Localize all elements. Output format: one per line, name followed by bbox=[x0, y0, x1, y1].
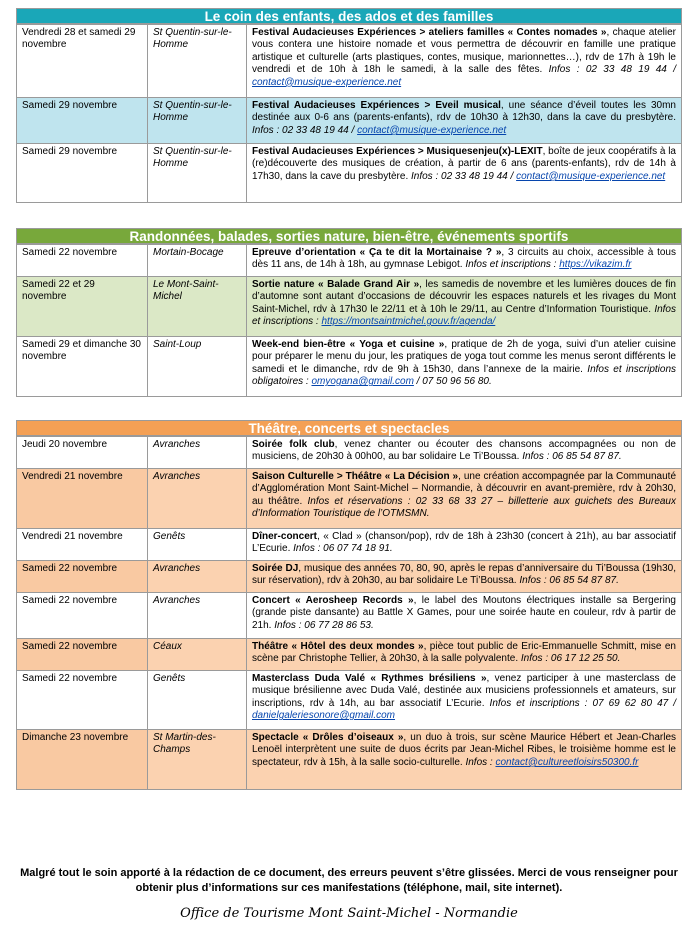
event-info: Infos et inscriptions : 07 69 62 80 47 / bbox=[489, 697, 676, 709]
event-title: Théâtre « Hôtel des deux mondes » bbox=[252, 641, 424, 652]
event-place: Saint-Loup bbox=[148, 337, 247, 397]
event-place: Genêts bbox=[148, 671, 247, 730]
event-title: Epreuve d’orientation « Ça te dit la Mortainaise ? » bbox=[252, 247, 502, 258]
event-title: Festival Audacieuses Expériences > ateliers familles « Contes nomades » bbox=[252, 27, 607, 38]
event-title: Festival Audacieuses Expériences > Musiquesenjeu(x)-LEXIT bbox=[252, 146, 543, 157]
event-date: Samedi 29 novembre bbox=[17, 144, 148, 203]
event-description bbox=[247, 277, 682, 337]
section-shows bbox=[16, 420, 682, 790]
event-text: , pièce tout public de Eric-Emmanuelle Schmitt, mise en scène par Christophe Tellier, à 20h30, à la salle polyvalente. bbox=[252, 641, 676, 665]
event-text: , un duo à trois, sur scène Maurice Hébert et Jean-Charles Lenoël interprètent une suite de duos écrits par Jean-Michel Ribes, le troisième homme est le spectateur, rdv à 15h, à la salle socio-culturelle. bbox=[252, 732, 677, 768]
event-date: Vendredi 21 novembre bbox=[17, 529, 148, 561]
event-date: Samedi 29 et dimanche 30 novembre bbox=[17, 337, 148, 397]
event-title: Sortie nature « Balade Grand Air » bbox=[252, 279, 420, 290]
section-families bbox=[16, 8, 682, 203]
table-row bbox=[17, 730, 682, 790]
table-row bbox=[17, 98, 682, 144]
event-place: St Martin-des-Champs bbox=[148, 730, 247, 790]
event-date: Jeudi 20 novembre bbox=[17, 437, 148, 469]
event-text: , 3 circuits au choix, accessible à tous dès 11 ans, de 14h à 18h, au gymnase Lebigot. bbox=[252, 247, 676, 271]
event-date: Samedi 22 novembre bbox=[17, 639, 148, 671]
event-description bbox=[247, 529, 682, 561]
event-place: Céaux bbox=[148, 639, 247, 671]
event-place: Mortain-Bocage bbox=[148, 245, 247, 277]
events-table bbox=[16, 244, 682, 397]
event-title: Soirée DJ bbox=[252, 563, 299, 574]
event-place: Avranches bbox=[148, 437, 247, 469]
event-description bbox=[247, 437, 682, 469]
event-place: Le Mont-Saint-Michel bbox=[148, 277, 247, 337]
event-place: St Quentin-sur-le-Homme bbox=[148, 25, 247, 98]
event-info: Infos et inscriptions obligatoires : bbox=[252, 363, 676, 388]
event-date: Samedi 22 novembre bbox=[17, 561, 148, 593]
event-description bbox=[247, 245, 682, 277]
event-info: Infos : 02 33 48 19 44 / bbox=[548, 64, 676, 76]
event-title: Spectacle « Drôles d’oiseaux » bbox=[252, 732, 404, 743]
event-info: Infos : 06 85 54 87 87. bbox=[522, 451, 622, 463]
table-row bbox=[17, 529, 682, 561]
event-info: Infos : 06 77 28 86 53. bbox=[274, 619, 374, 631]
event-description bbox=[247, 469, 682, 529]
event-text: , pratique de 2h de yoga, suivi d’un atelier cuisine pour préparer le menu du jour, les pratiques de yoga tout comme les menus seront différents le samedi et le dimanche, rdv de 9h à 15h30, dans l’annexe de la mairie. bbox=[252, 339, 676, 375]
section-outdoor bbox=[16, 228, 682, 397]
table-row bbox=[17, 593, 682, 639]
event-description bbox=[247, 639, 682, 671]
table-row bbox=[17, 277, 682, 337]
signature: Office de Tourisme Mont Saint-Michel - Normandie bbox=[180, 906, 518, 921]
event-text: , venez chanter ou écouter des chansons accompagnées ou non de musiciens, de 20h30 à 00h00, au bar solidaire Le Ti’Boussa. bbox=[252, 439, 676, 463]
event-link[interactable]: contact@musique-experience.net bbox=[357, 124, 507, 136]
event-info-tail: / 07 50 96 56 80. bbox=[413, 376, 492, 388]
event-description bbox=[247, 144, 682, 203]
event-date: Samedi 29 novembre bbox=[17, 98, 148, 144]
event-description bbox=[247, 98, 682, 144]
event-link[interactable]: danielgaleriesonore@gmail.com bbox=[252, 710, 396, 722]
event-link[interactable]: contact@musique-experience.net bbox=[252, 76, 402, 88]
event-date: Vendredi 21 novembre bbox=[17, 469, 148, 529]
event-link[interactable]: contact@musique-experience.net bbox=[516, 170, 666, 182]
event-date: Samedi 22 novembre bbox=[17, 671, 148, 730]
event-title: Dîner-concert bbox=[252, 531, 318, 542]
event-text: , une séance d’éveil toutes les 30mn destinée aux 0-6 ans (parents-enfants), rdv de 10h30 à 12h30, dans la cave du presbytère. bbox=[252, 100, 676, 124]
event-title: Soirée folk club bbox=[252, 439, 335, 450]
event-title: Saison Culturelle > Théâtre « La Décision » bbox=[252, 471, 459, 482]
event-place: St Quentin-sur-le-Homme bbox=[148, 144, 247, 203]
event-description bbox=[247, 593, 682, 639]
disclaimer: Malgré tout le soin apporté à la rédaction de ce document, des erreurs peuvent s’être glissées. Merci de vous renseigner pour obtenir plus d’informations sur ces manifestations (téléphone, mail, site internet). bbox=[20, 867, 678, 894]
event-place: Avranches bbox=[148, 593, 247, 639]
event-text: , musique des années 70, 80, 90, après le repas d’anniversaire du Ti’Boussa (19h30, sur réservation), rdv à 20h30, au bar solidaire Le Ti’Boussa. bbox=[252, 563, 676, 587]
event-date: Dimanche 23 novembre bbox=[17, 730, 148, 790]
event-title: Festival Audacieuses Expériences > Eveil musical bbox=[252, 100, 501, 111]
section-title: Théâtre, concerts et spectacles bbox=[16, 420, 682, 436]
event-text: , chaque atelier vous contera une histoire nomade et vous permettra de découvrir en famille une pratique artistique et culturelle (arts plastiques, contes, musique, marionnettes…), rdv de 17h à 19h le vendredi et de 10h à 18h le samedi, à la salle des fêtes. bbox=[252, 27, 676, 76]
event-link[interactable]: https://montsaintmichel.gouv.fr/agenda/ bbox=[321, 316, 496, 328]
event-info: Infos : 02 33 48 19 44 / bbox=[252, 124, 355, 136]
event-link[interactable]: https://vikazim.fr bbox=[559, 259, 632, 271]
event-date: Samedi 22 novembre bbox=[17, 593, 148, 639]
event-place: Avranches bbox=[148, 469, 247, 529]
table-row bbox=[17, 469, 682, 529]
event-description bbox=[247, 25, 682, 98]
section-title: Randonnées, balades, sorties nature, bien-être, événements sportifs bbox=[16, 228, 682, 244]
event-title: Concert « Aerosheep Records » bbox=[252, 595, 414, 606]
table-row bbox=[17, 144, 682, 203]
event-text: , une création accompagnée par la Communauté d’Agglomération Mont Saint-Michel – Normandie, à découvrir en avant-première, rdv à 20h30, au théâtre. bbox=[252, 471, 677, 507]
event-description bbox=[247, 671, 682, 730]
event-date: Samedi 22 et 29 novembre bbox=[17, 277, 148, 337]
event-link[interactable]: omyogana@gmail.com bbox=[311, 376, 414, 388]
event-place: Avranches bbox=[148, 561, 247, 593]
table-row bbox=[17, 245, 682, 277]
table-row bbox=[17, 561, 682, 593]
table-row bbox=[17, 437, 682, 469]
event-info: Infos : bbox=[465, 756, 493, 768]
event-text: , les samedis de novembre et les lumières douces de fin d’automne sont autant d’occasions de découvrir les espaces naturels et les rivages du Mont Saint-Michel, rdv à 17h30 le 22/11 et à 10h le 29/11, au Centre d’Information Touristique. bbox=[252, 279, 676, 315]
event-info: Infos : 06 85 54 87 87. bbox=[519, 575, 619, 587]
event-info: Infos et inscriptions : bbox=[465, 259, 557, 271]
event-text: , le label des Moutons électriques installe sa Bergering (grande piste dansante) au Battle X Games, pour une soirée haute en couleur, rdv à partir de 21h. bbox=[252, 595, 676, 631]
events-table bbox=[16, 436, 682, 790]
event-text: , boîte de jeux coopératifs à la (re)découverte des musiques de création, à partir de 6 ans (parents-enfants), rdv de 14h à 17h30, dans la cave du presbytère. bbox=[252, 146, 676, 182]
event-date: Samedi 22 novembre bbox=[17, 245, 148, 277]
table-row bbox=[17, 25, 682, 98]
event-description bbox=[247, 561, 682, 593]
event-info: Infos et inscriptions : bbox=[252, 303, 676, 328]
event-description bbox=[247, 730, 682, 790]
event-info: Infos : 06 17 12 25 50. bbox=[520, 653, 621, 665]
event-info: Infos : 02 33 48 19 44 / bbox=[411, 170, 514, 182]
table-row bbox=[17, 337, 682, 397]
event-place: St Quentin-sur-le-Homme bbox=[148, 98, 247, 144]
section-title: Le coin des enfants, des ados et des familles bbox=[16, 8, 682, 24]
event-text: , venez participer à une masterclass de musique brésilienne avec Duda Valé, destinée aux musiciens professionnels et amateurs, sur inscriptions, rdv à 14h, au bar associatif L’Ecurie. bbox=[252, 673, 676, 709]
event-date: Vendredi 28 et samedi 29 novembre bbox=[17, 25, 148, 98]
event-link[interactable]: contact@cultureetloisirs50300.fr bbox=[495, 756, 639, 768]
table-row bbox=[17, 639, 682, 671]
table-row bbox=[17, 671, 682, 730]
event-title: Masterclass Duda Valé « Rythmes brésiliens » bbox=[252, 673, 487, 684]
event-description bbox=[247, 337, 682, 397]
events-table bbox=[16, 24, 682, 203]
event-title: Week-end bien-être « Yoga et cuisine » bbox=[252, 339, 445, 350]
event-info: Infos : 06 07 74 18 91. bbox=[293, 543, 393, 555]
event-place: Genêts bbox=[148, 529, 247, 561]
event-info: Infos et réservations : 02 33 68 33 27 – billetterie aux guichets des Bureaux d’Information Touristique de l’OTMSMN. bbox=[252, 495, 676, 520]
event-text: , « Clad » (chanson/pop), rdv de 18h à 23h30 (concert à 21h), au bar associatif L’Ecurie. bbox=[252, 531, 676, 555]
